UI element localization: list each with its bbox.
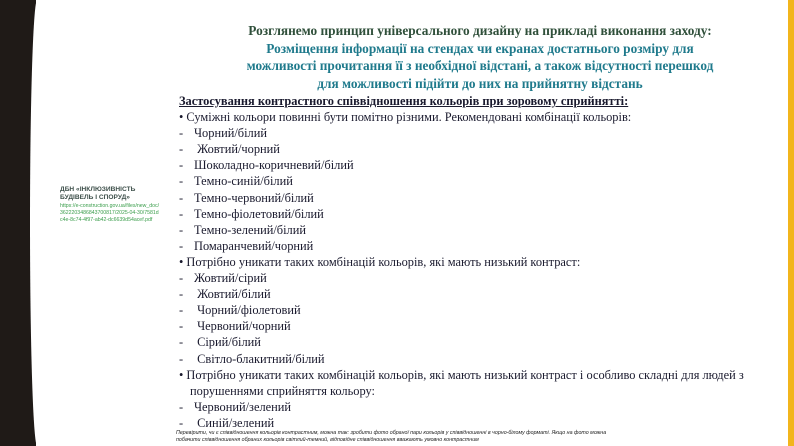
list-item: - Помаранчевий/чорний [179,238,314,253]
bullet-color-blind-continued: порушеннями сприйняття кольору: [190,383,375,398]
low-contrast-list [179,270,794,367]
list-item: - Чорний/фіолетовий [179,303,301,318]
bullet-low-contrast: • Потрібно уникати таких комбінацій кольорів, які мають низький контраст: [179,254,581,269]
list-item: - Сірий/білий [179,335,261,350]
list-item: - Синій/зелений [179,415,275,430]
list-item: - Темно-зелений/білий [179,222,306,237]
bullet-recommended: • Суміжні кольори повинні бути помітно різними. Рекомендовані комбінації кольорів: [179,110,632,125]
list-item: - Світло-блакитний/білий [179,351,325,366]
section-heading: Застосування контрастного співвідношення кольорів при зоровому сприйнятті: [179,94,629,108]
slide-content [179,93,794,431]
recommended-list [179,125,794,254]
list-item: - Жовтий/сірий [179,271,267,286]
list-item: - Темно-червоний/білий [179,190,314,205]
bullet-color-blind: • Потрібно уникати таких комбінацій кольорів, які мають низький контраст і особливо складні для людей з [179,367,744,382]
slide-title [200,22,760,92]
title-line-1: Розглянемо принцип універсального дизайну на прикладі виконання заходу: [248,23,712,38]
title-line-3: можливості прочитання її з необхідної відстані, а також відсутності перешкод [246,58,714,73]
list-item: - Темно-синій/білий [179,174,293,189]
footnote-line-2: побачити співвідношення обраних кольорів світлий-темний, відповідне співвідношення вважають умовно контрастним [176,437,479,443]
list-item: - Жовтий/чорний [179,142,280,157]
list-item: - Жовтий/білий [179,287,271,302]
list-item: - Шоколадно-коричневий/білий [179,158,354,173]
left-decorative-bar [0,0,36,446]
title-line-4: для можливості підійти до них на прийнятну відстань [317,75,643,91]
footnote [176,430,794,444]
list-item: - Червоний/чорний [179,319,291,334]
title-line-2: Розміщення інформації на стендах чи екранах достатнього розміру для [266,40,694,56]
source-link[interactable]: https://e-construction.gov.ua/files/new_doc/3622203486843700817/2025-04-30/7581dc4e-8c74-4f97-ab42-dc6639d54acef.pdf [60,203,160,223]
list-item: - Темно-фіолетовий/білий [179,206,324,221]
source-title: ДБН «ІНКЛЮЗИВНІСТЬ БУДІВЕЛЬ І СПОРУД» [60,186,136,202]
list-item: - Червоний/зелений [179,399,292,414]
list-item: - Чорний/білий [179,126,267,141]
source-reference [60,186,160,223]
footnote-line-1: Перевірити, чи є співвідношення кольорів контрастним, можна так: зробити фото обраної пари кольорів у співвідношенні в чорно-білому форматі. Якщо на фото можна [176,430,607,436]
color-blind-list [179,399,794,431]
